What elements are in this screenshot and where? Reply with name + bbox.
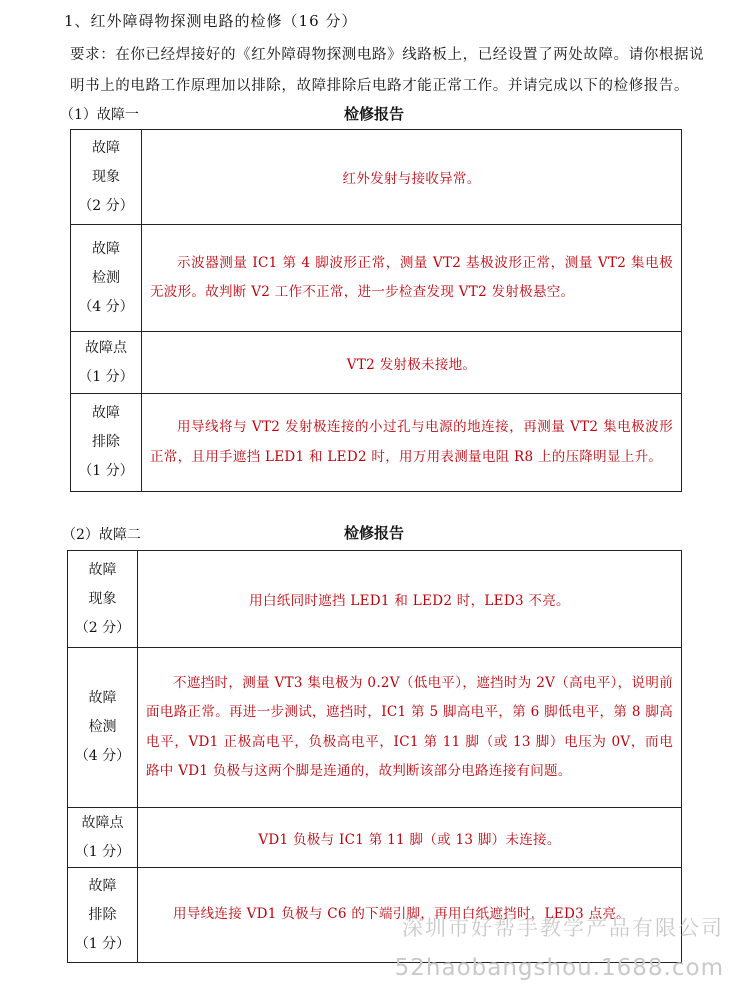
report-one-title: 检修报告	[344, 105, 405, 123]
row-label: 故障 检测 （4 分）	[71, 225, 142, 332]
row-label: 故障 排除 （1 分）	[71, 394, 142, 492]
row-content: VD1 负极与 IC1 第 11 脚（或 13 脚）未连接。	[138, 808, 682, 868]
question-title: 1、红外障碍物探测电路的检修（16 分）	[64, 12, 358, 30]
watermark-company: 深圳市好帮手教学产品有限公司	[402, 916, 724, 940]
report-one-table	[70, 129, 682, 492]
table-row	[71, 130, 682, 225]
table-row	[68, 808, 682, 868]
row-content: 用导线将与 VT2 发射极连接的小过孔与电源的地连接，再测量 VT2 集电极波形正常，且用手遮挡 LED1 和 LED2 时，用万用表测量电阻 R8 上的压降明显上升。	[142, 394, 682, 492]
fault-one-label: （1）故障一	[60, 107, 139, 123]
table-row	[68, 551, 682, 648]
row-content: 不遮挡时，测量 VT3 集电极为 0.2V（低电平），遮挡时为 2V（高电平），说明前面电路正常。再进一步测试，遮挡时，IC1 第 5 脚高电平，第 6 脚低电平，第 8 脚高电平，VD1 正极高电平，负极高电平，IC1 第 11 脚（或 13 脚）电压为 0V，而电路中 VD1 负极与这两个脚是连通的，故判断该部分电路连接有问题。	[138, 648, 682, 808]
row-label: 故障 现象 （2 分）	[71, 130, 142, 225]
row-content: 用导线连接 VD1 负极与 C6 的下端引脚，再用白纸遮挡时，LED3 点亮。	[138, 868, 682, 963]
row-label: 故障点 （1 分）	[71, 332, 142, 394]
requirement-text: 要求：在你已经焊接好的《红外障碍物探测电路》线路板上，已经设置了两处故障。请你根据说明书上的电路工作原理加以排除，故障排除后电路才能正常工作。并请完成以下的检修报告。	[70, 47, 705, 94]
table-row	[68, 648, 682, 808]
report-two-title: 检修报告	[344, 524, 405, 542]
table-row	[71, 394, 682, 492]
row-content: VT2 发射极未接地。	[142, 332, 682, 394]
table-row	[71, 332, 682, 394]
row-content: 红外发射与接收异常。	[142, 130, 682, 225]
row-content: 用白纸同时遮挡 LED1 和 LED2 时，LED3 不亮。	[138, 551, 682, 648]
fault-two-label: （2）故障二	[62, 527, 141, 543]
row-label: 故障点 （1 分）	[68, 808, 138, 868]
table-row	[71, 225, 682, 332]
report-two-table	[67, 550, 682, 963]
row-label: 故障 排除 （1 分）	[68, 868, 138, 963]
row-label: 故障 检测 （4 分）	[68, 648, 138, 808]
row-content: 示波器测量 IC1 第 4 脚波形正常，测量 VT2 基极波形正常，测量 VT2 集电极无波形。故判断 V2 工作不正常，进一步检查发现 VT2 发射极悬空。	[142, 225, 682, 332]
watermark-url: 52haobangshou.1688.com	[394, 955, 724, 981]
row-label: 故障 现象 （2 分）	[68, 551, 138, 648]
